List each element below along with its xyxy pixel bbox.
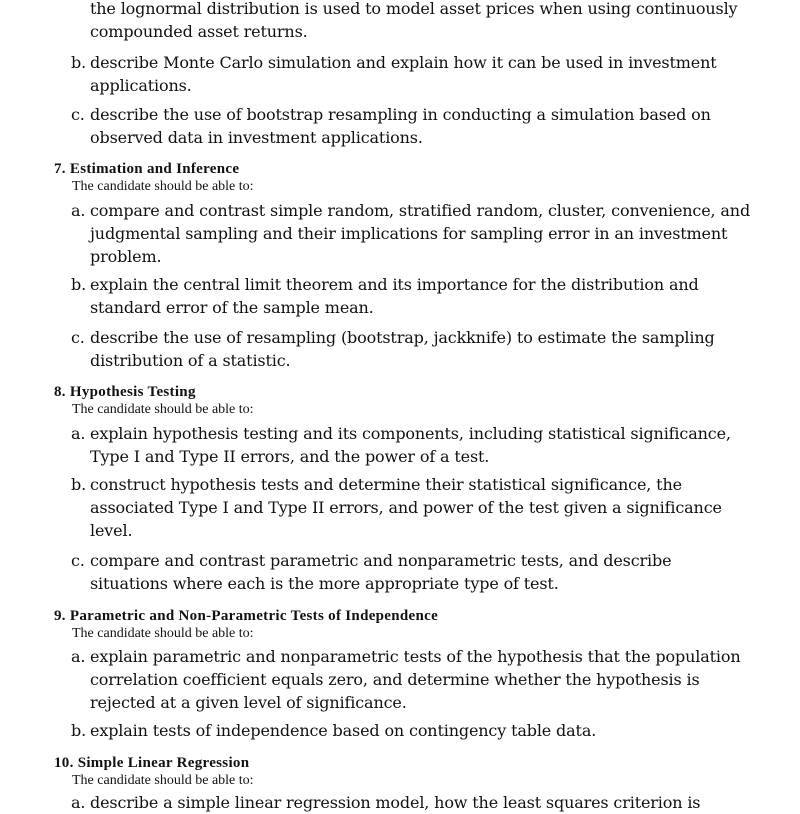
outcome-letter: a. <box>71 647 86 666</box>
learning-outcome-text: explain parametric and nonparametric tests of the hypothesis that the population correlation coefficient equals zero, and determine whether the hypothesis is rejected at a given level of significance. <box>90 647 741 712</box>
outcome-letter: b. <box>71 275 87 294</box>
learning-outcome <box>71 199 751 268</box>
section-intro: The candidate should be able to: <box>72 179 254 194</box>
section-title: 7. Estimation and Inference <box>54 161 240 177</box>
section-intro: The candidate should be able to: <box>72 402 254 417</box>
outcome-letter: a. <box>71 793 86 812</box>
learning-outcome <box>71 549 751 595</box>
learning-outcome-text: describe the use of bootstrap resampling in conducting a simulation based on observed data in investment applications. <box>90 105 711 147</box>
outcome-letter: c. <box>71 551 85 570</box>
outcome-letter: a. <box>71 424 86 443</box>
learning-outcome-text: explain hypothesis testing and its components, including statistical significance, Type I and Type II errors, and the power of a test. <box>90 424 731 466</box>
outcome-letter: c. <box>71 105 85 124</box>
outcome-letter: a. <box>71 201 86 220</box>
section-title: 9. Parametric and Non-Parametric Tests of Independence <box>54 608 439 624</box>
learning-outcome <box>71 791 751 814</box>
learning-outcome <box>71 422 751 468</box>
section-intro: The candidate should be able to: <box>72 773 254 788</box>
learning-outcome <box>71 273 751 319</box>
section-title: 10. Simple Linear Regression <box>54 755 250 771</box>
learning-outcome-text: construct hypothesis tests and determine their statistical significance, the associated Type I and Type II errors, and power of the test given a significance level. <box>90 475 722 540</box>
outcome-letter: b. <box>71 475 87 494</box>
learning-outcome-text: describe a simple linear regression model, how the least squares criterion is <box>90 793 701 812</box>
learning-outcome-text: compare and contrast parametric and nonparametric tests, and describe situations where each is the more appropriate type of test. <box>90 551 672 593</box>
outcome-letter: b. <box>71 53 87 72</box>
learning-outcome <box>71 103 751 149</box>
section-title: 8. Hypothesis Testing <box>54 384 196 400</box>
learning-outcome-text: the lognormal distribution is used to model asset prices when using continuously compounded asset returns. <box>90 0 738 41</box>
learning-outcome-text: explain the central limit theorem and its importance for the distribution and standard error of the sample mean. <box>90 275 699 317</box>
outcome-letter: c. <box>71 328 85 347</box>
learning-outcome-fragment <box>71 0 751 43</box>
learning-outcome-text: explain tests of independence based on contingency table data. <box>90 721 597 740</box>
learning-outcome-text: compare and contrast simple random, stratified random, cluster, convenience, and judgmental sampling and their implications for sampling error in an investment problem. <box>90 201 751 266</box>
section-intro: The candidate should be able to: <box>72 626 254 641</box>
learning-outcome <box>71 473 751 542</box>
learning-outcome-text: describe Monte Carlo simulation and explain how it can be used in investment applications. <box>90 53 717 95</box>
outcome-letter: b. <box>71 721 87 740</box>
learning-outcome-text: describe the use of resampling (bootstrap, jackknife) to estimate the sampling distribution of a statistic. <box>90 328 715 370</box>
learning-outcome <box>71 51 751 97</box>
learning-outcome <box>71 719 751 742</box>
learning-outcome <box>71 645 751 714</box>
learning-outcome <box>71 326 751 372</box>
